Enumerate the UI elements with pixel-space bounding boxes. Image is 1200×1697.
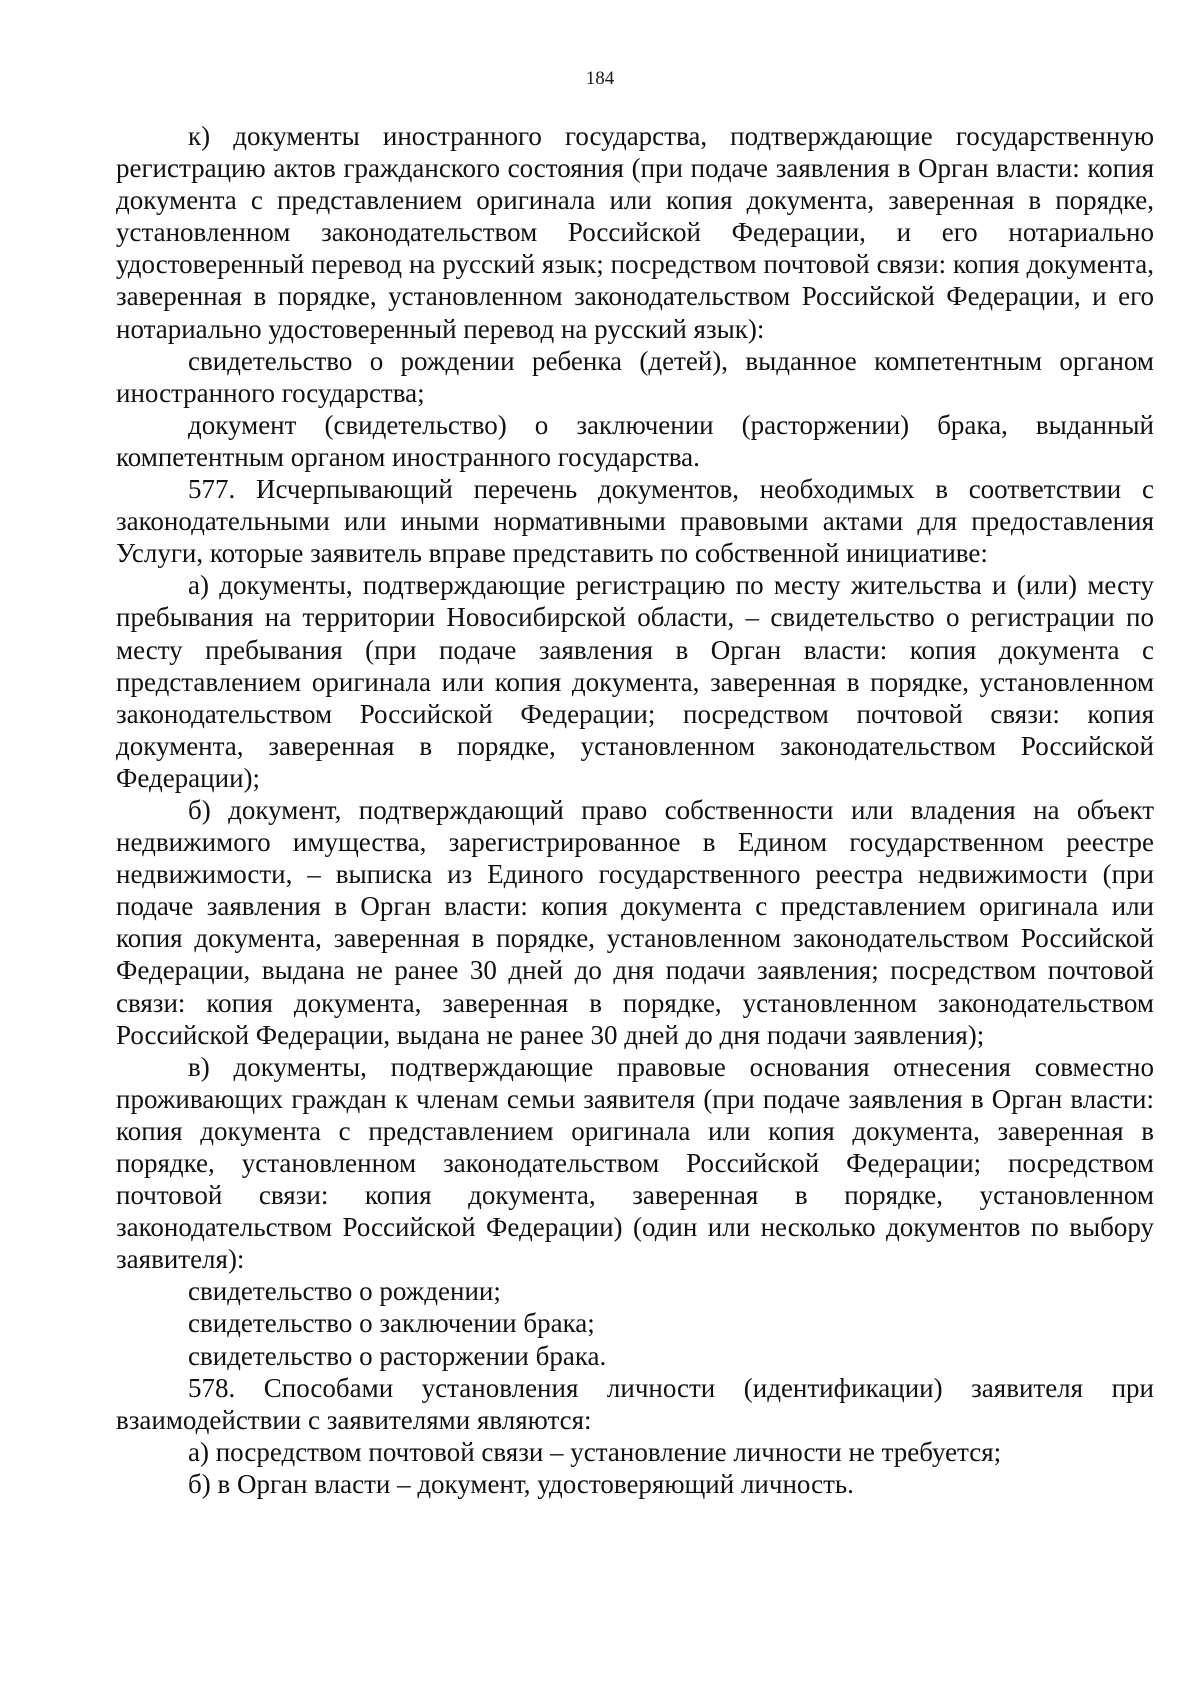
list-item-divorce-certificate: свидетельство о расторжении брака. <box>188 1340 607 1371</box>
paragraph-577-v: в) документы, подтверждающие правовые основания отнесения совместно проживающих граждан к членам семьи заявителя (при подаче заявления в Орган власти: копия документа с представлением оригинала или копия документа, заверенная в порядке, установленном законодательством Российской Федерации; посредством почтовой связи: копия документа, заверенная в порядке, установленном законодательством Российской Федерации) (один или несколько документов по выбору заявителя): <box>116 1051 1154 1275</box>
paragraph-marriage-document-foreign: документ (свидетельство) о заключении (расторжении) брака, выданный компетентным органом иностранного государства. <box>116 409 1154 472</box>
paragraph-577-b: б) документ, подтверждающий право собственности или владения на объект недвижимого имущества, зарегистрированное в Едином государственном реестре недвижимости, – выписка из Единого государственного реестра недвижимости (при подаче заявления в Орган власти: копия документа с представлением оригинала или копия документа, заверенная в порядке, установленном законодательством Российской Федерации, выдана не ранее 30 дней до дня подачи заявления; посредством почтовой связи: копия документа, заверенная в порядке, установленном законодательством Российской Федерации, выдана не ранее 30 дней до дня подачи заявления); <box>116 794 1154 1050</box>
paragraph-578-a: а) посредством почтовой связи – установление личности не требуется; <box>188 1436 1002 1467</box>
document-body <box>116 120 1154 1500</box>
page-number: 184 <box>585 68 615 89</box>
paragraph-578: 578. Способами установления личности (идентификации) заявителя при взаимодействии с заявителями являются: <box>116 1372 1154 1435</box>
paragraph-k-foreign-documents: к) документы иностранного государства, подтверждающие государственную регистрацию актов гражданского состояния (при подаче заявления в Орган власти: копия документа с представлением оригинала или копия документа, заверенная в порядке, установленном законодательством Российской Федерации, и его нотариально удостоверенный перевод на русский язык; посредством почтовой связи: копия документа, заверенная в порядке, установленном законодательством Российской Федерации, и его нотариально удостоверенный перевод на русский язык): <box>116 121 1154 344</box>
paragraph-577-a: а) документы, подтверждающие регистрацию по месту жительства и (или) месту пребывания на территории Новосибирской области, – свидетельство о регистрации по месту пребывания (при подаче заявления в Орган власти: копия документа с представлением оригинала или копия документа, заверенная в порядке, установленном законодательством Российской Федерации; посредством почтовой связи: копия документа, заверенная в порядке, установленном законодательством Российской Федерации); <box>116 570 1154 793</box>
list-item-birth-certificate: свидетельство о рождении; <box>188 1276 501 1307</box>
paragraph-birth-certificate-foreign: свидетельство о рождении ребенка (детей), выданное компетентным органом иностранного государства; <box>116 345 1154 408</box>
list-item-marriage-certificate: свидетельство о заключении брака; <box>188 1308 595 1339</box>
paragraph-577: 577. Исчерпывающий перечень документов, необходимых в соответствии с законодательными или иными нормативными правовыми актами для предоставления Услуги, которые заявитель вправе представить по собственной инициативе: <box>116 474 1154 569</box>
paragraph-578-b: б) в Орган власти – документ, удостоверяющий личность. <box>188 1468 854 1499</box>
